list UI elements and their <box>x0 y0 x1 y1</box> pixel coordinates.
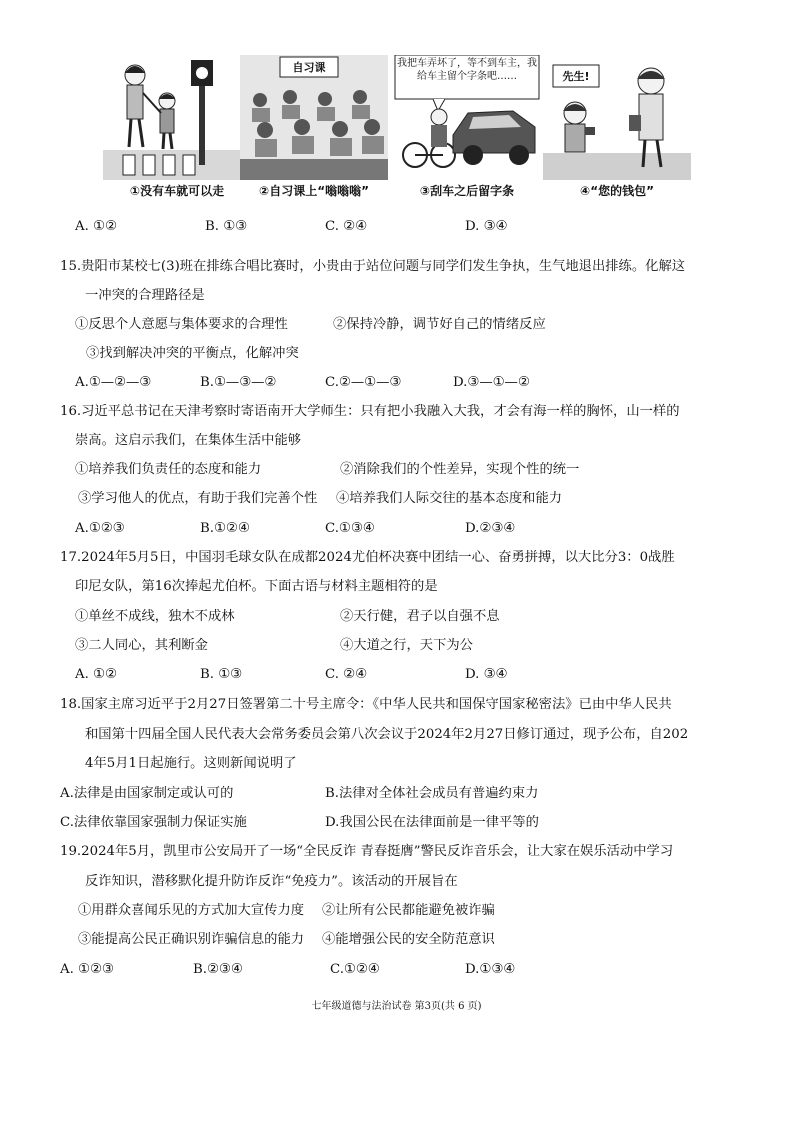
q15-option-d[interactable]: D.③—①—② <box>453 375 530 390</box>
q14-option-a[interactable]: A. ①② <box>75 219 117 234</box>
q15-stem-line2: 一冲突的合理路径是 <box>85 288 205 303</box>
q16-option-d[interactable]: D.②③④ <box>465 521 516 536</box>
q15-option-a[interactable]: A.①—②—③ <box>75 375 152 390</box>
cartoon-3-bubble: 我把车弄坏了，等不到车主，我给车主留个字条吧…… <box>397 58 537 82</box>
q16-stem-line2: 崇高。这启示我们，在集体生活中能够 <box>75 433 302 448</box>
cartoon-1-illustration <box>103 55 251 180</box>
q14-option-b[interactable]: B. ①③ <box>205 219 248 234</box>
q15-item-2: ②保持冷静，调节好自己的情绪反应 <box>333 317 546 332</box>
q15-stem-line1: 15.贵阳市某校七(3)班在排练合唱比赛时，小贵由于站位问题与同学们发生争执，生气地退出排练。化解这 <box>60 259 686 274</box>
q15-option-c[interactable]: C.②—①—③ <box>325 375 402 390</box>
q19-item-2: ②让所有公民都能避免被诈骗 <box>322 903 495 918</box>
q15-option-b[interactable]: B.①—③—② <box>200 375 277 390</box>
q17-option-d[interactable]: D. ③④ <box>465 667 508 682</box>
q16-item-2: ②消除我们的个性差异，实现个性的统一 <box>340 462 580 477</box>
q15-item-3: ③找到解决冲突的平衡点，化解冲突 <box>86 346 299 361</box>
q17-item-3: ③二人同心，其利断金 <box>75 638 208 653</box>
q19-option-b[interactable]: B.②③④ <box>193 962 243 977</box>
page-footer: 七年级道德与法治试卷 第3页(共 6 页) <box>311 1001 482 1012</box>
cartoon-1-caption: ①没有车就可以走 <box>129 184 225 198</box>
q17-option-a[interactable]: A. ①② <box>75 667 117 682</box>
cartoon-4-caption: ④“您的钱包” <box>580 184 654 198</box>
q17-item-2: ②天行健，君子以自强不息 <box>340 609 500 624</box>
q14-option-d[interactable]: D. ③④ <box>465 219 508 234</box>
q17-option-c[interactable]: C. ②④ <box>325 667 367 682</box>
q17-option-b[interactable]: B. ①③ <box>200 667 243 682</box>
q19-option-d[interactable]: D.①③④ <box>465 962 516 977</box>
q16-item-3: ③学习他人的优点，有助于我们完善个性 <box>78 491 318 506</box>
q18-option-a[interactable]: A.法律是由国家制定或认可的 <box>60 786 234 801</box>
cartoon-strip <box>103 55 693 205</box>
q17-stem-line1: 17.2024年5月5日，中国羽毛球女队在成都2024尤伯杯决赛中团结一心、奋勇拼搏，以大比分3：0战胜 <box>60 550 675 565</box>
q16-option-c[interactable]: C.①③④ <box>325 521 375 536</box>
q17-item-4: ④大道之行，天下为公 <box>340 638 473 653</box>
cartoon-panel-3 <box>393 55 541 205</box>
q16-item-1: ①培养我们负责任的态度和能力 <box>75 462 262 477</box>
q19-item-3: ③能提高公民正确识别诈骗信息的能力 <box>78 932 305 947</box>
q18-option-d[interactable]: D.我国公民在法律面前是一律平等的 <box>325 815 539 830</box>
q16-option-b[interactable]: B.①②④ <box>200 521 250 536</box>
q17-stem-line2: 印尼女队，第16次捧起尤伯杯。下面古语与材料主题相符的是 <box>75 579 438 594</box>
q19-stem-line1: 19.2024年5月，凯里市公安局开了一场“全民反诈 青春挺膺”警民反诈音乐会，让大家在娱乐活动中学习 <box>60 844 674 859</box>
q19-option-a[interactable]: A. ①②③ <box>60 962 114 977</box>
cartoon-panel-2 <box>240 55 388 205</box>
q16-stem-line1: 16.习近平总书记在天津考察时寄语南开大学师生：只有把小我融入大我，才会有海一样的胸怀，山一样的 <box>60 404 680 419</box>
cartoon-3-caption: ③刮车之后留字条 <box>419 184 515 198</box>
q18-option-b[interactable]: B.法律对全体社会成员有普遍约束力 <box>325 786 539 801</box>
q19-option-c[interactable]: C.①②④ <box>330 962 380 977</box>
cartoon-panel-1 <box>103 55 251 205</box>
q19-item-1: ①用群众喜闻乐见的方式加大宣传力度 <box>78 903 305 918</box>
q18-stem-line2: 和国第十四届全国人民代表大会常务委员会第八次会议于2024年2月27日修订通过，现予公布，自202 <box>85 727 689 742</box>
q17-item-1: ①单丝不成线，独木不成林 <box>75 609 235 624</box>
q15-item-1: ①反思个人意愿与集体要求的合理性 <box>75 317 288 332</box>
q18-option-c[interactable]: C.法律依靠国家强制力保证实施 <box>60 815 247 830</box>
q16-option-a[interactable]: A.①②③ <box>75 521 125 536</box>
cartoon-4-bubble: 先生! <box>562 70 590 83</box>
q14-option-c[interactable]: C. ②④ <box>325 219 367 234</box>
q19-stem-line2: 反诈知识，潜移默化提升防诈反诈“免疫力”。该活动的开展旨在 <box>85 874 458 889</box>
q16-item-4: ④培养我们人际交往的基本态度和能力 <box>336 491 563 506</box>
cartoon-2-bubble: 自习课 <box>292 61 326 74</box>
cartoon-panel-4 <box>543 55 691 205</box>
q18-stem-line3: 4年5月1日起施行。这则新闻说明了 <box>85 756 297 771</box>
cartoon-2-caption: ②自习课上“嗡嗡嗡” <box>259 184 369 198</box>
q19-item-4: ④能增强公民的安全防范意识 <box>322 932 495 947</box>
q18-stem-line1: 18.国家主席习近平于2月27日签署第二十号主席令：《中华人民共和国保守国家秘密法》已由中华人民共 <box>60 697 672 712</box>
